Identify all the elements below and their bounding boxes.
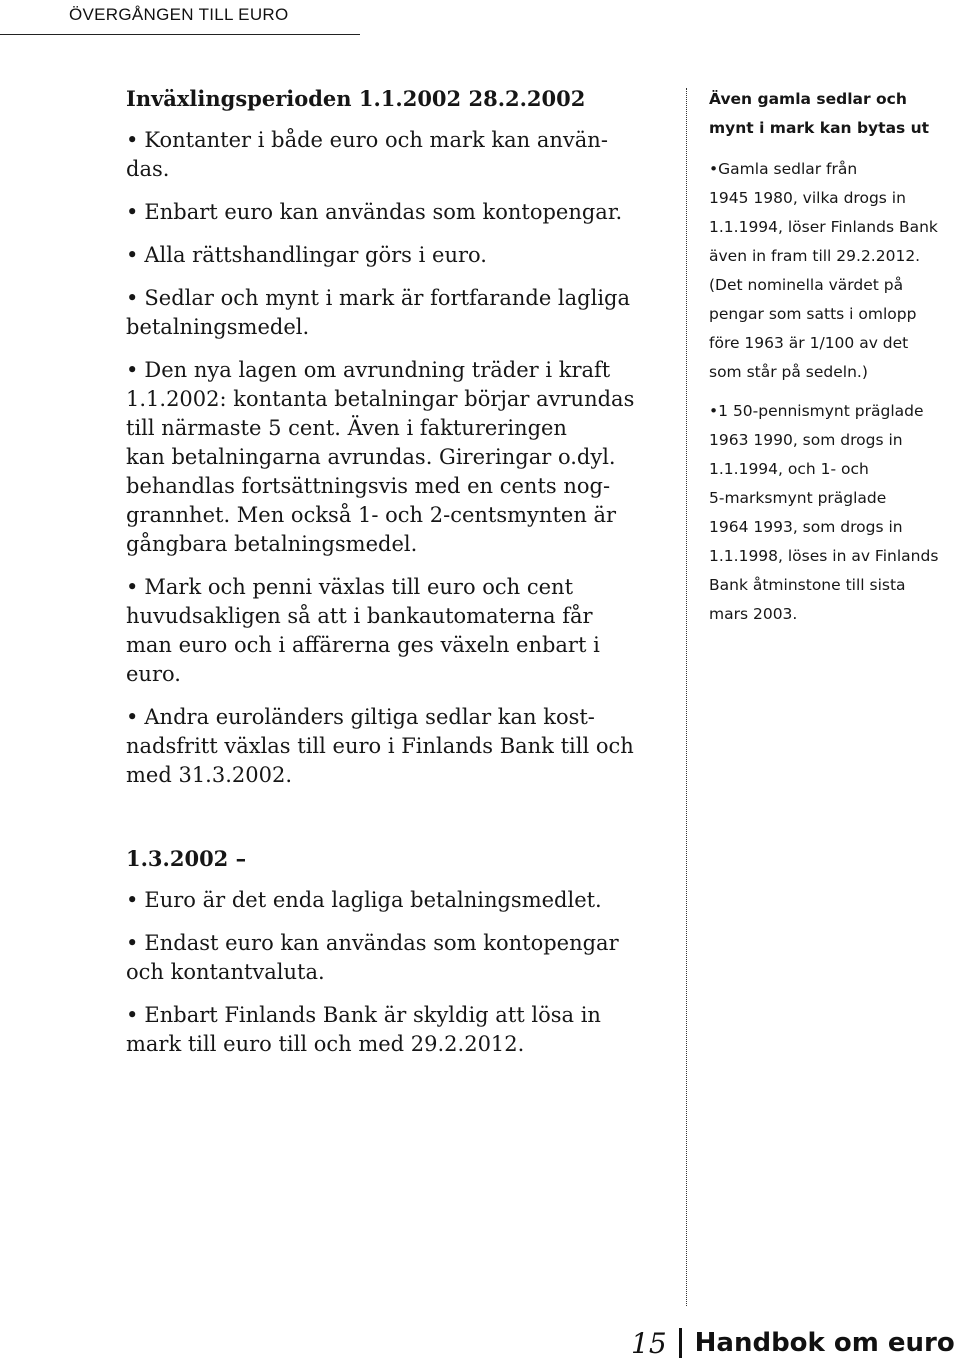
- bullet-icon: •: [709, 160, 719, 178]
- bullet-item: [126, 198, 666, 227]
- bullet-icon: •: [126, 358, 139, 382]
- bullet-item: [126, 126, 666, 184]
- running-head: [0, 0, 360, 38]
- bullet-icon: •: [126, 575, 139, 599]
- bullet-item-text: Den nya lagen om avrundning träder i kraft 1.1.2002: kontanta betalningar börjar avrundas till närmaste 5 cent. Även i faktureringen kan betalningarna avrundas. Gireringar o.dyl. behandlas fortsättningsvis med en cents nog- grannhet. Men också 1- och 2-centsmynten är gångbara betalningsmedel.: [126, 358, 635, 556]
- section-title-after-period: 1.3.2002 –: [126, 846, 247, 871]
- bullet-icon: •: [126, 931, 139, 955]
- running-head-rule: [0, 34, 360, 35]
- bullet-list-exchange-period: [126, 126, 666, 790]
- sidebar: [709, 85, 960, 639]
- column-divider: [686, 88, 687, 1306]
- bullet-item: [126, 886, 666, 915]
- bullet-item: [126, 284, 666, 342]
- bullet-item-text: Sedlar och mynt i mark är fortfarande lagliga betalningsmedel.: [126, 286, 631, 339]
- book-title: Handbok om euro: [694, 1328, 955, 1358]
- bullet-item-text: Kontanter i både euro och mark kan använ- das.: [126, 128, 608, 181]
- bullet-icon: •: [126, 243, 139, 267]
- sidebar-title: Även gamla sedlar och mynt i mark kan bytas ut: [709, 90, 930, 137]
- sidebar-list: [709, 155, 960, 629]
- bullet-item: [126, 356, 666, 559]
- bullet-item: [126, 929, 666, 987]
- bullet-icon: •: [709, 402, 719, 420]
- page-number: 15: [631, 1326, 667, 1360]
- bullet-item-text: Endast euro kan användas som kontopengar och kontantvaluta.: [126, 931, 619, 984]
- bullet-icon: •: [126, 286, 139, 310]
- bullet-icon: •: [126, 705, 139, 729]
- sidebar-bullet-item-text: 1 50-pennismynt präglade 1963 1990, som drogs in 1.1.1994, och 1- och 5-marksmynt präglade 1964 1993, som drogs in 1.1.1998, löses in av Finlands Bank åtminstone till sista mars 2003.: [709, 402, 939, 623]
- section-title-exchange-period: Inväxlingsperioden 1.1.2002 28.2.2002: [126, 86, 586, 111]
- sidebar-bullet-item: [709, 397, 960, 629]
- bullet-item-text: Enbart euro kan användas som kontopengar.: [144, 200, 623, 224]
- bullet-item-text: Alla rättshandlingar görs i euro.: [144, 243, 487, 267]
- bullet-item: [126, 241, 666, 270]
- running-head-text: ÖVERGÅNGEN TILL EURO: [69, 5, 289, 24]
- bullet-item-text: Euro är det enda lagliga betalningsmedlet.: [144, 888, 602, 912]
- bullet-item: [126, 573, 666, 689]
- bullet-icon: •: [126, 888, 139, 912]
- sidebar-bullet-item-text: Gamla sedlar från 1945 1980, vilka drogs in 1.1.1994, löser Finlands Bank även in fram till 29.2.2012. (Det nominella värdet på pengar som satts i omlopp före 1963 är 1/100 av det som står på sedeln.): [709, 160, 938, 381]
- sidebar-bullet-item: [709, 155, 960, 387]
- bullet-item: [126, 1001, 666, 1059]
- footer-divider-bar: [679, 1328, 682, 1358]
- section-after-period: [126, 844, 666, 1073]
- bullet-item-text: Andra euroländers giltiga sedlar kan kost- nadsfritt växlas till euro i Finlands Bank till och med 31.3.2002.: [126, 705, 634, 787]
- bullet-list-after-period: [126, 886, 666, 1059]
- bullet-icon: •: [126, 1003, 139, 1027]
- bullet-icon: •: [126, 200, 139, 224]
- page-footer: [631, 1326, 960, 1360]
- bullet-icon: •: [126, 128, 139, 152]
- bullet-item: [126, 703, 666, 790]
- bullet-item-text: Enbart Finlands Bank är skyldig att lösa in mark till euro till och med 29.2.2012.: [126, 1003, 601, 1056]
- bullet-item-text: Mark och penni växlas till euro och cent huvudsakligen så att i bankautomaterna får man euro och i affärerna ges växeln enbart i euro.: [126, 575, 600, 686]
- main-column: [126, 84, 666, 804]
